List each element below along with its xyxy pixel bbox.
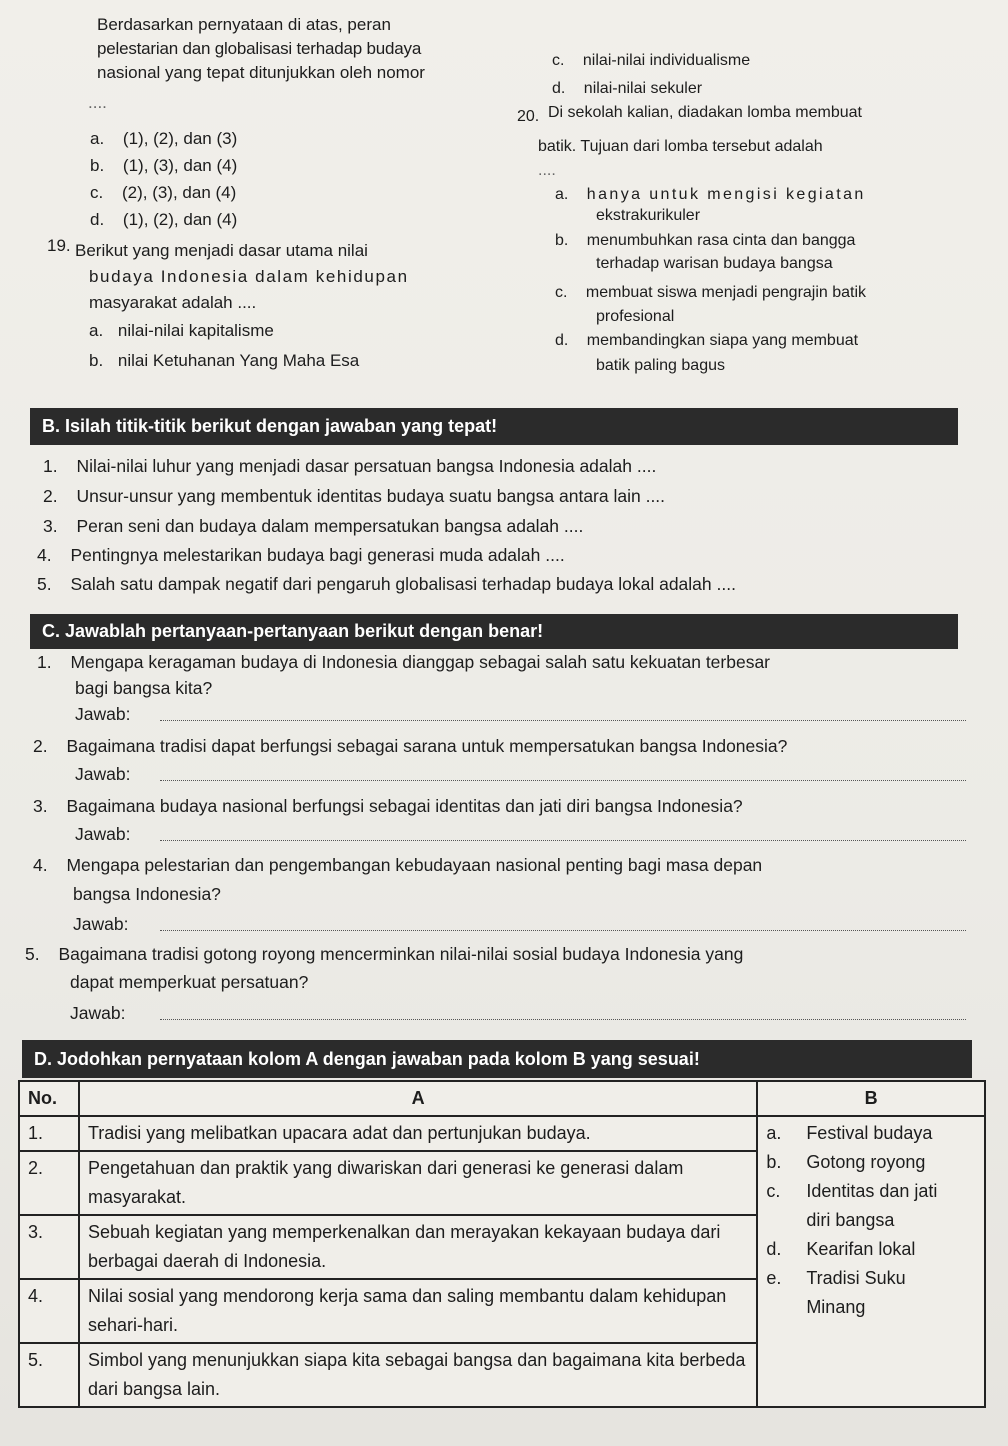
q19-option-a[interactable] (89, 320, 274, 342)
option-letter: c. (766, 1181, 781, 1201)
row-statement: Simbol yang menunjukkan siapa kita sebagai bangsa dan bagaimana kita berbeda dari bangsa lain. (79, 1343, 757, 1407)
section-b-heading: B. Isilah titik-titik berikut dengan jawaban yang tepat! (30, 408, 958, 445)
option-text: (1), (3), dan (4) (122, 156, 238, 175)
item-text: Pentingnya melestarikan budaya bagi generasi muda adalah .... (70, 545, 565, 565)
intro-line-1: Berdasarkan pernyataan di atas, peran (97, 15, 391, 34)
row-number: 5. (19, 1343, 79, 1407)
option-text (806, 1177, 937, 1235)
section-c-q5 (25, 942, 743, 967)
row-statement: Pengetahuan dan praktik yang diwariskan dari generasi ke generasi dalam masyarakat. (79, 1151, 757, 1215)
q20-line-2: batik. Tujuan dari lomba tersebut adalah (538, 138, 823, 155)
section-b-item-5 (37, 572, 736, 597)
option-text: Kearifan lokal (806, 1239, 916, 1259)
item-number: 2. (33, 736, 48, 756)
q19-number: 19. (47, 236, 71, 255)
option-letter: a. (89, 321, 104, 340)
item-number: 3. (43, 516, 58, 536)
q20-option-b-line-2: terhadap warisan budaya bangsa (596, 255, 833, 272)
item-text: Peran seni dan budaya dalam mempersatukan bangsa adalah .... (76, 516, 584, 536)
option-letter: e. (766, 1268, 782, 1288)
option-text: membandingkan siapa yang membuat (586, 332, 859, 349)
option-text: Festival budaya (806, 1123, 933, 1143)
answer-field-5[interactable] (160, 1019, 966, 1020)
jawab-label: Jawab: (75, 824, 131, 844)
section-c-heading: C. Jawablah pertanyaan-pertanyaan berikut dengan benar! (30, 614, 958, 649)
option-text: Gotong royong (806, 1152, 926, 1172)
q20-option-a-line-2: ekstrakurikuler (596, 207, 701, 224)
col-a-header: A (79, 1081, 757, 1116)
option-letter: b. (90, 156, 105, 175)
option-text-line: Tradisi Suku (806, 1268, 906, 1288)
q20-option-c-line-2: profesional (596, 308, 675, 325)
option-letter: c. (552, 52, 565, 69)
item-text: Mengapa keragaman budaya di Indonesia dianggap sebagai salah satu kekuatan terbesar (70, 652, 771, 672)
col-no-header: No. (19, 1081, 79, 1116)
section-c-q1 (37, 650, 770, 675)
option-text: membuat siswa menjadi pengrajin batik (585, 284, 867, 301)
col-b-header: B (757, 1081, 985, 1116)
q19-line-1: Berikut yang menjadi dasar utama nilai (75, 241, 368, 260)
row-statement: Nilai sosial yang mendorong kerja sama dan saling membantu dalam kehidupan sehari-hari. (79, 1279, 757, 1343)
option-text: (1), (2), dan (4) (122, 210, 238, 229)
jawab-label: Jawab: (75, 704, 131, 724)
column-b-options (757, 1116, 985, 1407)
q19-option-c[interactable] (552, 50, 750, 71)
option-letter: d. (766, 1239, 782, 1259)
item-number: 1. (43, 456, 58, 476)
item-text: Salah satu dampak negatif dari pengaruh globalisasi terhadap budaya lokal adalah .... (70, 574, 736, 594)
section-b-item-3 (43, 514, 583, 539)
answer-field-2[interactable] (160, 780, 966, 781)
item-number: 1. (37, 652, 52, 672)
item-number: 4. (37, 545, 52, 565)
intro-line-3: nasional yang tepat ditunjukkan oleh nomor (97, 63, 425, 82)
answer-field-1[interactable] (160, 720, 966, 721)
answer-dots: .... (88, 93, 107, 112)
q20-line-1: Di sekolah kalian, diadakan lomba membuat (548, 104, 862, 121)
option-letter: d. (552, 80, 566, 97)
row-number: 2. (19, 1151, 79, 1215)
q20-option-d[interactable] (555, 330, 858, 351)
table-header-row (19, 1081, 985, 1116)
item-text: Mengapa pelestarian dan pengembangan kebudayaan nasional penting bagi masa depan (66, 855, 763, 875)
section-d-heading: D. Jodohkan pernyataan kolom A dengan jawaban pada kolom B yang sesuai! (22, 1040, 972, 1078)
item-text: Bagaimana tradisi dapat berfungsi sebagai sarana untuk mempersatukan bangsa Indonesia? (66, 736, 788, 756)
item-number: 4. (33, 855, 48, 875)
item-number: 2. (43, 486, 58, 506)
q19-line-2: budaya Indonesia dalam kehidupan (89, 267, 409, 286)
q20-option-c[interactable] (555, 282, 866, 303)
option-text: menumbuhkan rasa cinta dan bangga (586, 232, 856, 249)
section-c-q3 (33, 794, 743, 819)
item-text: Nilai-nilai luhur yang menjadi dasar persatuan bangsa Indonesia adalah .... (76, 456, 657, 476)
option-text: nilai-nilai sekuler (583, 80, 703, 97)
matching-table (18, 1080, 986, 1408)
b-option-b[interactable] (766, 1148, 976, 1177)
section-c-q4-line-2: bangsa Indonesia? (73, 884, 221, 904)
section-b-item-1 (43, 454, 656, 479)
q20-option-a[interactable] (555, 184, 866, 205)
item-number: 5. (37, 574, 52, 594)
section-c-q2 (33, 734, 787, 759)
option-letter: b. (766, 1152, 782, 1172)
option-letter: a. (90, 129, 105, 148)
option-letter: d. (555, 332, 569, 349)
option-text (806, 1264, 905, 1322)
item-text: Bagaimana tradisi gotong royong mencerminkan nilai-nilai sosial budaya Indonesia yang (58, 944, 744, 964)
item-text: Unsur-unsur yang membentuk identitas budaya suatu bangsa antara lain .... (76, 486, 666, 506)
q18-option-b[interactable] (90, 155, 237, 177)
option-text: (2), (3), dan (4) (121, 183, 237, 202)
option-letter: c. (90, 183, 104, 202)
answer-field-3[interactable] (160, 840, 966, 841)
section-c-q5-line-2: dapat memperkuat persatuan? (70, 972, 309, 992)
row-number: 4. (19, 1279, 79, 1343)
answer-field-4[interactable] (160, 930, 966, 931)
q19-option-b[interactable] (89, 350, 359, 372)
option-letter: a. (766, 1123, 782, 1143)
item-number: 3. (33, 796, 48, 816)
option-text: hanya untuk mengisi kegiatan (586, 186, 866, 203)
option-text-line: Minang (806, 1297, 866, 1317)
row-number: 3. (19, 1215, 79, 1279)
option-letter: b. (89, 351, 104, 370)
q20-option-d-line-2: batik paling bagus (596, 357, 725, 374)
b-option-a[interactable] (766, 1119, 976, 1148)
section-c-q1-line-2: bagi bangsa kita? (75, 678, 213, 698)
option-text-line: Identitas dan jati (806, 1181, 938, 1201)
item-text: Bagaimana budaya nasional berfungsi sebagai identitas dan jati diri bangsa Indonesia? (66, 796, 743, 816)
row-number: 1. (19, 1116, 79, 1151)
intro-line-2: pelestarian dan globalisasi terhadap budaya (97, 39, 422, 58)
option-text: nilai Ketuhanan Yang Maha Esa (117, 351, 360, 370)
option-text: (1), (2), dan (3) (122, 129, 238, 148)
option-text-line: diri bangsa (806, 1210, 895, 1230)
b-option-c[interactable] (766, 1177, 976, 1235)
jawab-label: Jawab: (70, 1003, 126, 1023)
q19-option-d[interactable] (552, 78, 702, 99)
row-statement: Sebuah kegiatan yang memperkenalkan dan merayakan kekayaan budaya dari berbagai daerah di Indonesia. (79, 1215, 757, 1279)
option-letter: b. (555, 232, 569, 249)
b-option-d[interactable] (766, 1235, 976, 1264)
b-option-e[interactable] (766, 1264, 976, 1322)
q18-option-d[interactable] (90, 209, 237, 231)
option-letter: c. (555, 284, 568, 301)
q20-option-b[interactable] (555, 230, 855, 251)
q18-option-a[interactable] (90, 128, 237, 150)
option-text: nilai-nilai individualisme (582, 52, 751, 69)
option-text: nilai-nilai kapitalisme (117, 321, 274, 340)
q18-option-c[interactable] (90, 182, 236, 204)
row-statement: Tradisi yang melibatkan upacara adat dan pertunjukan budaya. (79, 1116, 757, 1151)
section-c-q4 (33, 853, 762, 878)
jawab-label: Jawab: (73, 914, 129, 934)
option-letter: d. (90, 210, 105, 229)
q19-line-3: masyarakat adalah .... (89, 293, 257, 312)
table-row (19, 1116, 985, 1151)
answer-dots: .... (538, 162, 556, 179)
section-b-item-4 (37, 543, 565, 568)
jawab-label: Jawab: (75, 764, 131, 784)
q20-number: 20. (517, 108, 540, 125)
option-letter: a. (555, 186, 569, 203)
item-number: 5. (25, 944, 40, 964)
section-b-item-2 (43, 484, 665, 509)
